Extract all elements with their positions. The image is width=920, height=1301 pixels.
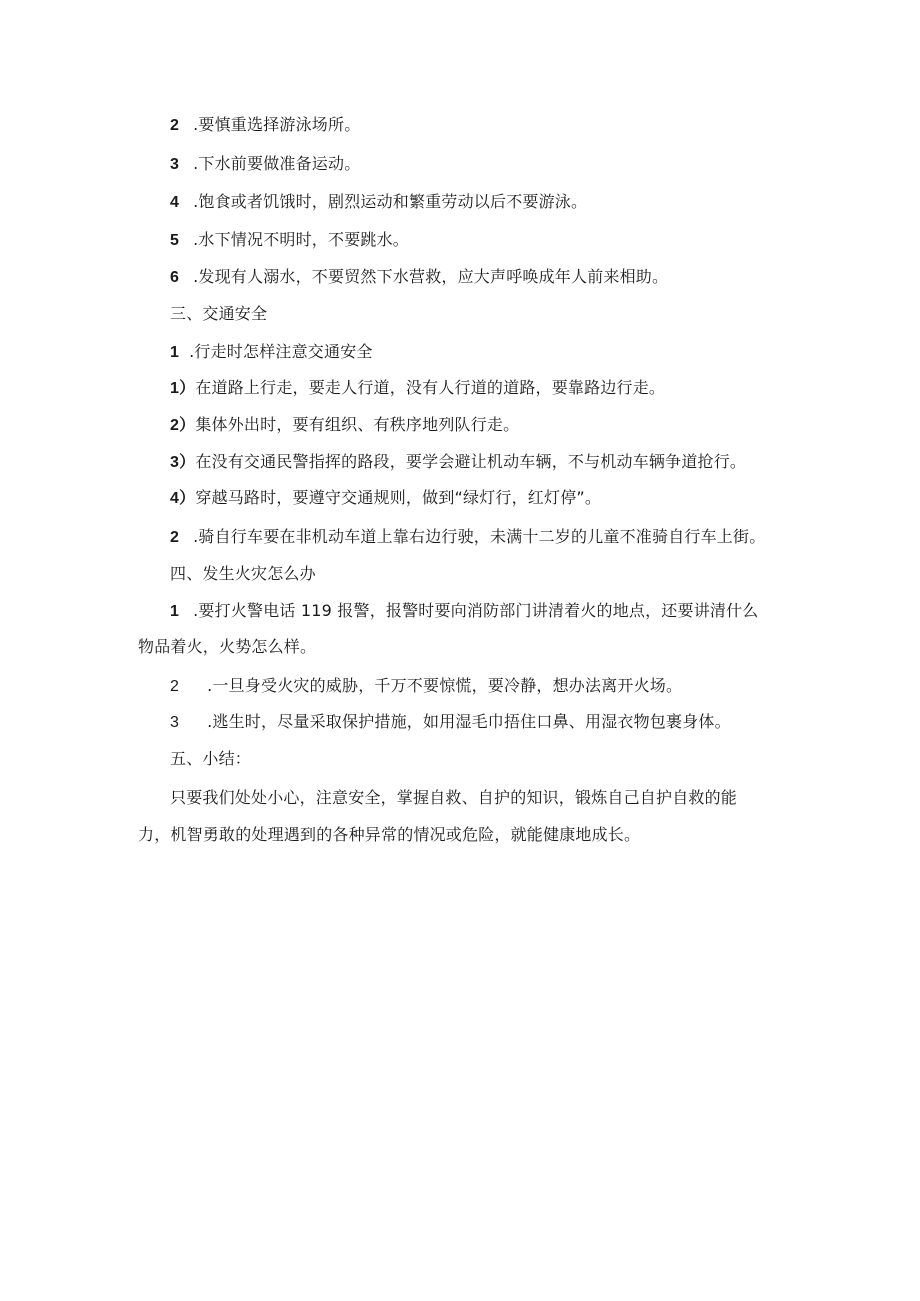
item-number: 2 bbox=[170, 117, 180, 134]
section-heading-traffic: 三、交通安全 bbox=[170, 304, 268, 323]
item-text: 集体外出时，要有组织、有秩序地列队行走。 bbox=[195, 415, 520, 434]
item-number: 1 bbox=[170, 603, 180, 620]
traffic-sub-4 bbox=[170, 487, 601, 510]
summary-line-2: 力，机智勇敢的处理遇到的各种异常的情况或危险，就能健康地成长。 bbox=[138, 825, 641, 844]
fire-item-2 bbox=[170, 675, 682, 698]
item-text: 穿越马路时，要遵守交通规则，做到“绿灯行，红灯停”。 bbox=[195, 488, 602, 507]
swim-item-3 bbox=[170, 153, 360, 176]
item-number: 4 bbox=[170, 194, 180, 211]
traffic-sub-3 bbox=[170, 451, 746, 474]
item-number: 3） bbox=[170, 454, 196, 471]
item-text: .一旦身受火灾的威胁，千万不要惊慌，要冷静，想办法离开火场。 bbox=[207, 676, 683, 695]
item-text: 在道路上行走，要走人行道，没有人行道的道路，要靠路边行走。 bbox=[195, 378, 666, 397]
item-number: 5 bbox=[170, 232, 180, 249]
item-number: 2 bbox=[170, 678, 180, 695]
item-text: .要慎重选择游泳场所。 bbox=[193, 115, 361, 134]
item-text: 在没有交通民警指挥的路段，要学会避让机动车辆，不与机动车辆争道抢行。 bbox=[195, 452, 747, 471]
section-heading-summary: 五、小结： bbox=[170, 749, 252, 768]
item-text: .行走时怎样注意交通安全 bbox=[189, 342, 373, 361]
section-heading-fire: 四、发生火灾怎么办 bbox=[170, 564, 316, 583]
item-number: 4） bbox=[170, 490, 196, 507]
item-text: .骑自行车要在非机动车道上靠右边行驶，未满十二岁的儿童不准骑自行车上街。 bbox=[193, 527, 766, 546]
item-number: 6 bbox=[170, 269, 180, 286]
traffic-item-2 bbox=[170, 526, 765, 549]
item-text: .发现有人溺水，不要贸然下水营救，应大声呼唤成年人前来相助。 bbox=[193, 267, 669, 286]
fire-item-1 bbox=[170, 600, 759, 623]
fire-item-1-continuation: 物品着火，火势怎么样。 bbox=[138, 637, 317, 656]
summary-line-1: 只要我们处处小心，注意安全，掌握自救、自护的知识，锻炼自己自护自救的能 bbox=[170, 788, 738, 807]
item-number: 3 bbox=[170, 156, 180, 173]
item-number: 3 bbox=[170, 714, 180, 731]
swim-item-4 bbox=[170, 191, 587, 214]
item-text: .水下情况不明时，不要跳水。 bbox=[193, 230, 409, 249]
traffic-item-1 bbox=[170, 341, 373, 364]
swim-item-2 bbox=[170, 114, 360, 137]
item-text: .下水前要做准备运动。 bbox=[193, 154, 361, 173]
item-number: 1 bbox=[170, 344, 180, 361]
item-text: .要打火警电话 119 报警，报警时要向消防部门讲清着火的地点，还要讲清什么 bbox=[193, 601, 759, 620]
item-number: 1） bbox=[170, 380, 196, 397]
item-text: .逃生时，尽量采取保护措施，如用湿毛巾捂住口鼻、用湿衣物包裹身体。 bbox=[207, 712, 731, 731]
fire-item-3 bbox=[170, 711, 731, 734]
item-text: .饱食或者饥饿时，剧烈运动和繁重劳动以后不要游泳。 bbox=[193, 192, 588, 211]
item-number: 2） bbox=[170, 417, 196, 434]
swim-item-5 bbox=[170, 229, 409, 252]
traffic-sub-2 bbox=[170, 414, 519, 437]
swim-item-6 bbox=[170, 266, 668, 289]
traffic-sub-1 bbox=[170, 377, 665, 400]
item-number: 2 bbox=[170, 529, 180, 546]
